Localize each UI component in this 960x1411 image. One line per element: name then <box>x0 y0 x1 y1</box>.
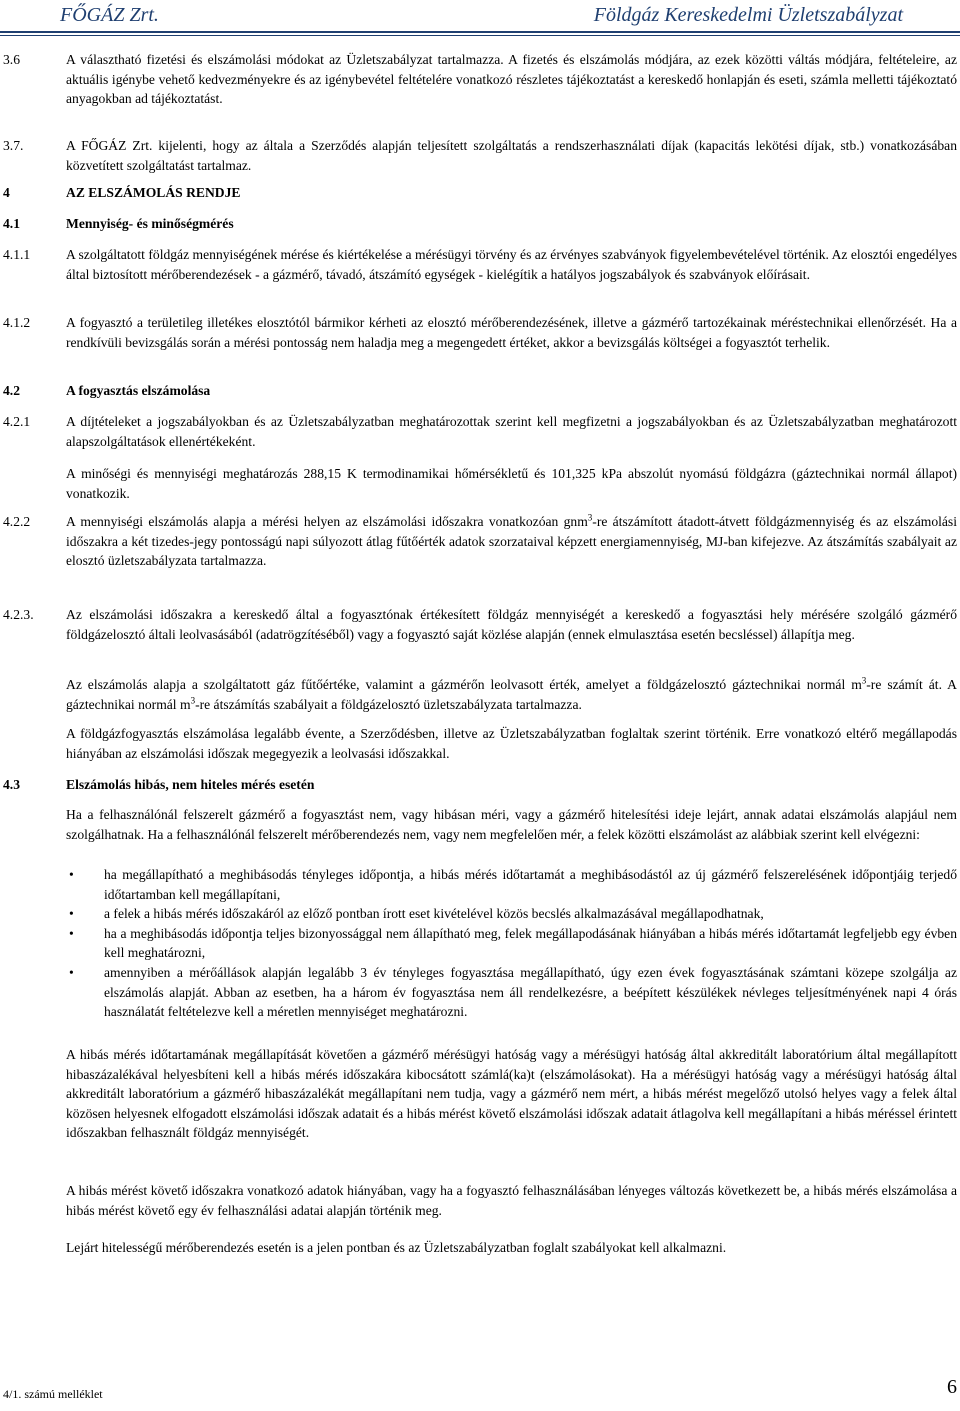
paragraph-4-2-3-c: A földgázfogyasztás elszámolása legalább évente, a Szerződésben, illetve az Üzletszabályzatban foglaltak szerint történik. Erre vonatkozó eltérő megállapodás hiányában az elszámolási időszak megegyezik a leolvasási időszakkal. <box>66 726 957 761</box>
list-item <box>66 865 957 904</box>
header-rule-thin <box>0 35 960 36</box>
section-4-2-1 <box>0 412 960 451</box>
header-company: FŐGÁZ Zrt. <box>60 4 159 26</box>
section-text: A fogyasztó a területileg illetékes elosztótól bármikor kérheti az elosztó mérőberendezésének, illetve a gázmérő tartozékainak méréstechnikai ellenőrzését. Ha a rendkívüli bevizsgálás során a mérési pontosság nem haladja meg a megengedett értéket, akkor a bevizsgálás költségei a fogyasztót terhelik. <box>66 315 957 350</box>
section-text: A díjtételeket a jogszabályokban és az Üzletszabályzatban meghatározottak szerint kell megfizetni a jogszabályokban és az Üzletszabályzatban meghatározott alapszolgáltatások ellenértékeként. <box>66 414 957 449</box>
paragraph-4-2-3-b <box>66 675 957 714</box>
superscript: 3 <box>587 512 593 523</box>
section-number: 4.1.1 <box>3 247 31 262</box>
section-3-7 <box>0 136 960 175</box>
section-number: 3.6 <box>3 52 20 67</box>
heading-text: A fogyasztás elszámolása <box>66 383 211 398</box>
superscript: 3 <box>190 695 196 706</box>
list-item <box>66 924 957 963</box>
heading-4 <box>0 183 960 203</box>
header-rule <box>0 31 960 33</box>
paragraph-4-3-d: Lejárt hitelességű mérőberendezés esetén is a jelen pontban és az Üzletszabályzatban foglalt szabályokat kell alkalmazni. <box>66 1240 727 1255</box>
bullet-icon: • <box>69 964 74 980</box>
section-text: Az elszámolási időszakra a kereskedő által a fogyasztónak értékesített földgáz mennyiségét a kereskedő a fogyasztási hely mérésére szolgáló gázmérő földgázelosztó általi leolvasásából (adatrögzítéséből) vagy a fogyasztó saját közlése alapján (ennek elmulasztása esetén becsléssel) állapítja meg. <box>66 607 957 642</box>
heading-text: AZ ELSZÁMOLÁS RENDJE <box>66 185 241 200</box>
heading-4-2 <box>0 381 960 401</box>
section-number: 4.2.1 <box>3 414 31 429</box>
superscript: 3 <box>861 675 867 686</box>
header-document-title: Földgáz Kereskedelmi Üzletszabályzat <box>593 4 903 26</box>
paragraph-4-3-a: Ha a felhasználónál felszerelt gázmérő a fogyasztást nem, vagy hibásan méri, vagy a gázmérő hitelesítési ideje lejárt, annak adatai elszámolás alapjául nem szolgálhatnak. Ha a felhasználónál felszerelt mérőberendezés nem, vagy nem megfelelően mér, a felek közötti elszámolást az alábbiak szerint kell elvégezni: <box>66 807 957 842</box>
section-4-2-3 <box>0 605 960 644</box>
bullet-icon: • <box>69 906 74 922</box>
section-text: A FŐGÁZ Zrt. kijelenti, hogy az általa a Szerződés alapján teljesített szolgáltatás a rendszerhasználati díjak (kapacitás lekötési díjak, stb.) vonatkozásában közvetített szolgáltatást tartalmaz. <box>66 138 957 173</box>
text-part: -re átszámítás szabályait a földgázelosztó üzletszabályzata tartalmazza. <box>195 696 582 712</box>
heading-number: 4 <box>3 185 10 200</box>
footer-annex-label: 4/1. számú melléklet <box>3 1387 103 1401</box>
list-item-text: ha a meghibásodás időpontja teljes bizonyossággal nem állapítható meg, felek megállapodásának hiányában a hibás mérés időtartamát legfeljebb egy évben kell meghatározni, <box>104 925 957 961</box>
section-number: 4.2.2 <box>3 514 31 529</box>
section-4-1-2 <box>0 313 960 352</box>
list-item-text: a felek a hibás mérés időszakáról az előző pontban írott eset kivételével közös becslés alkalmazásával megállapodhatnak, <box>104 906 764 922</box>
section-4-1-1 <box>0 245 960 284</box>
page-header <box>0 0 960 32</box>
page-number: 6 <box>947 1376 957 1398</box>
section-number: 4.1.2 <box>3 315 31 330</box>
heading-number: 4.3 <box>3 777 20 792</box>
heading-4-3 <box>0 775 960 795</box>
section-4-2-2 <box>0 512 960 571</box>
text-part: -re számít át. A gáztechnikai normál m <box>66 677 958 712</box>
bullet-icon: • <box>69 867 74 882</box>
heading-number: 4.2 <box>3 383 20 398</box>
section-number: 3.7. <box>3 138 24 153</box>
text-part: Az elszámolás alapja a szolgáltatott gáz fűtőértéke, valamint a gázmérőn leolvasott érték, amelyet a földgázelosztó gáztechnikai normál m <box>66 677 862 692</box>
text-part: -re átszámított átadott-átvett földgázmennyiség és az elszámolási időszakra a két tizedes-jegy pontosságú napi súlyozott átlag fűtőérték adatok szorzataival képzett energiamennyiség, MJ-ban kifejezve. Az átszámítás szabályait az elosztó üzletszabályzata tartalmazza. <box>66 514 957 569</box>
list-item-text: ha megállapítható a meghibásodás tényleges időpontja, a hibás mérés időtartamát a meghibásodástól az új gázmérő felszerelésének időpontjáig terjedő időtartamban kell megállapítani, <box>104 867 957 902</box>
paragraph-4-2-1-b: A minőségi és mennyiségi meghatározás 288,15 K termodinamikai hőmérsékletű és 101,325 kPa abszolút nyomású földgázra (gáztechnikai normál állapot) vonatkozik. <box>66 466 957 501</box>
paragraph-4-3-c: A hibás mérést követő időszakra vonatkozó adatok hiányában, vagy ha a fogyasztó felhasználásában lényeges változás következett be, a hibás mérés elszámolása a hibás mérést követő egy év felhasználási adatai alapján történik meg. <box>66 1183 957 1218</box>
section-text: A szolgáltatott földgáz mennyiségének mérése és kiértékelése a mérésügyi törvény és az érvényes szabványok figyelembevételével történik. Az elosztói engedélyes által biztosított mérőberendezések - a gázmérő, távadó, átszámító egységek - kielégítik a hatályos jogszabályok és szabványok előírásait. <box>66 247 957 282</box>
heading-number: 4.1 <box>3 216 20 231</box>
section-number: 4.2.3. <box>3 607 34 622</box>
heading-text: Elszámolás hibás, nem hiteles mérés esetén <box>66 777 315 792</box>
section-text <box>66 512 957 571</box>
text-part: A mennyiségi elszámolás alapja a mérési helyen az elszámolási időszakra vonatkozóan gnm <box>66 514 588 529</box>
section-text: A választható fizetési és elszámolási módokat az Üzletszabályzat tartalmazza. A fizetés és elszámolás módjára, az ezek közötti váltás módjára, feltételeire, az aktuális igénybe vehető kedvezményekre és az igénybevétel feltételére vonatkozó részletes tájékoztatást a kereskedő honlapján és eseti, számla melletti tájékoztató anyagokban ad tájékoztatást. <box>66 52 957 107</box>
heading-text: Mennyiség- és minőségmérés <box>66 216 234 231</box>
section-3-6 <box>0 50 960 109</box>
bullet-icon: • <box>69 925 74 941</box>
list-item <box>66 904 957 924</box>
bullet-list <box>66 865 957 1022</box>
paragraph-4-3-b: A hibás mérés időtartamának megállapítását követően a gázmérő mérésügyi hatóság vagy a mérésügyi hatóság által akkreditált laboratórium által megállapított hibaszázalékával helyesbíteni kell a hibás mérés időszakára kibocsátott számlá(ka)t (elszámolásokat). Ha a mérésügyi hatóság vagy a mérésügyi hatóság által akkreditált laboratórium a gázmérő hibaszázalékát megállapítani nem tudja, vagy a gázmérő nem mért, a hibás mérést megelőző utolsó helyes vagy a felek által közösen helyesnek elfogadott elszámolási időszak adatait és a hibás mérést követő elszámolási időszak adatait átlagolva kell megállapítani a hibás méréssel érintett időszakban felhasznált földgáz mennyiségét. <box>66 1047 957 1141</box>
list-item-text: amennyiben a mérőállások alapján legalább 3 év tényleges fogyasztása megállapítható, úgy ezen évek fogyasztásának számtani közepe szolgálja az elszámolás alapját. Abban az esetben, ha a három év fogyasztása nem áll rendelkezésre, a beépített készülékek névleges teljesítményének napi 4 órás használatát feltételezve kell a méretlen mennyiséget meghatározni. <box>104 964 957 1020</box>
heading-4-1 <box>0 214 960 234</box>
list-item <box>66 963 957 1022</box>
